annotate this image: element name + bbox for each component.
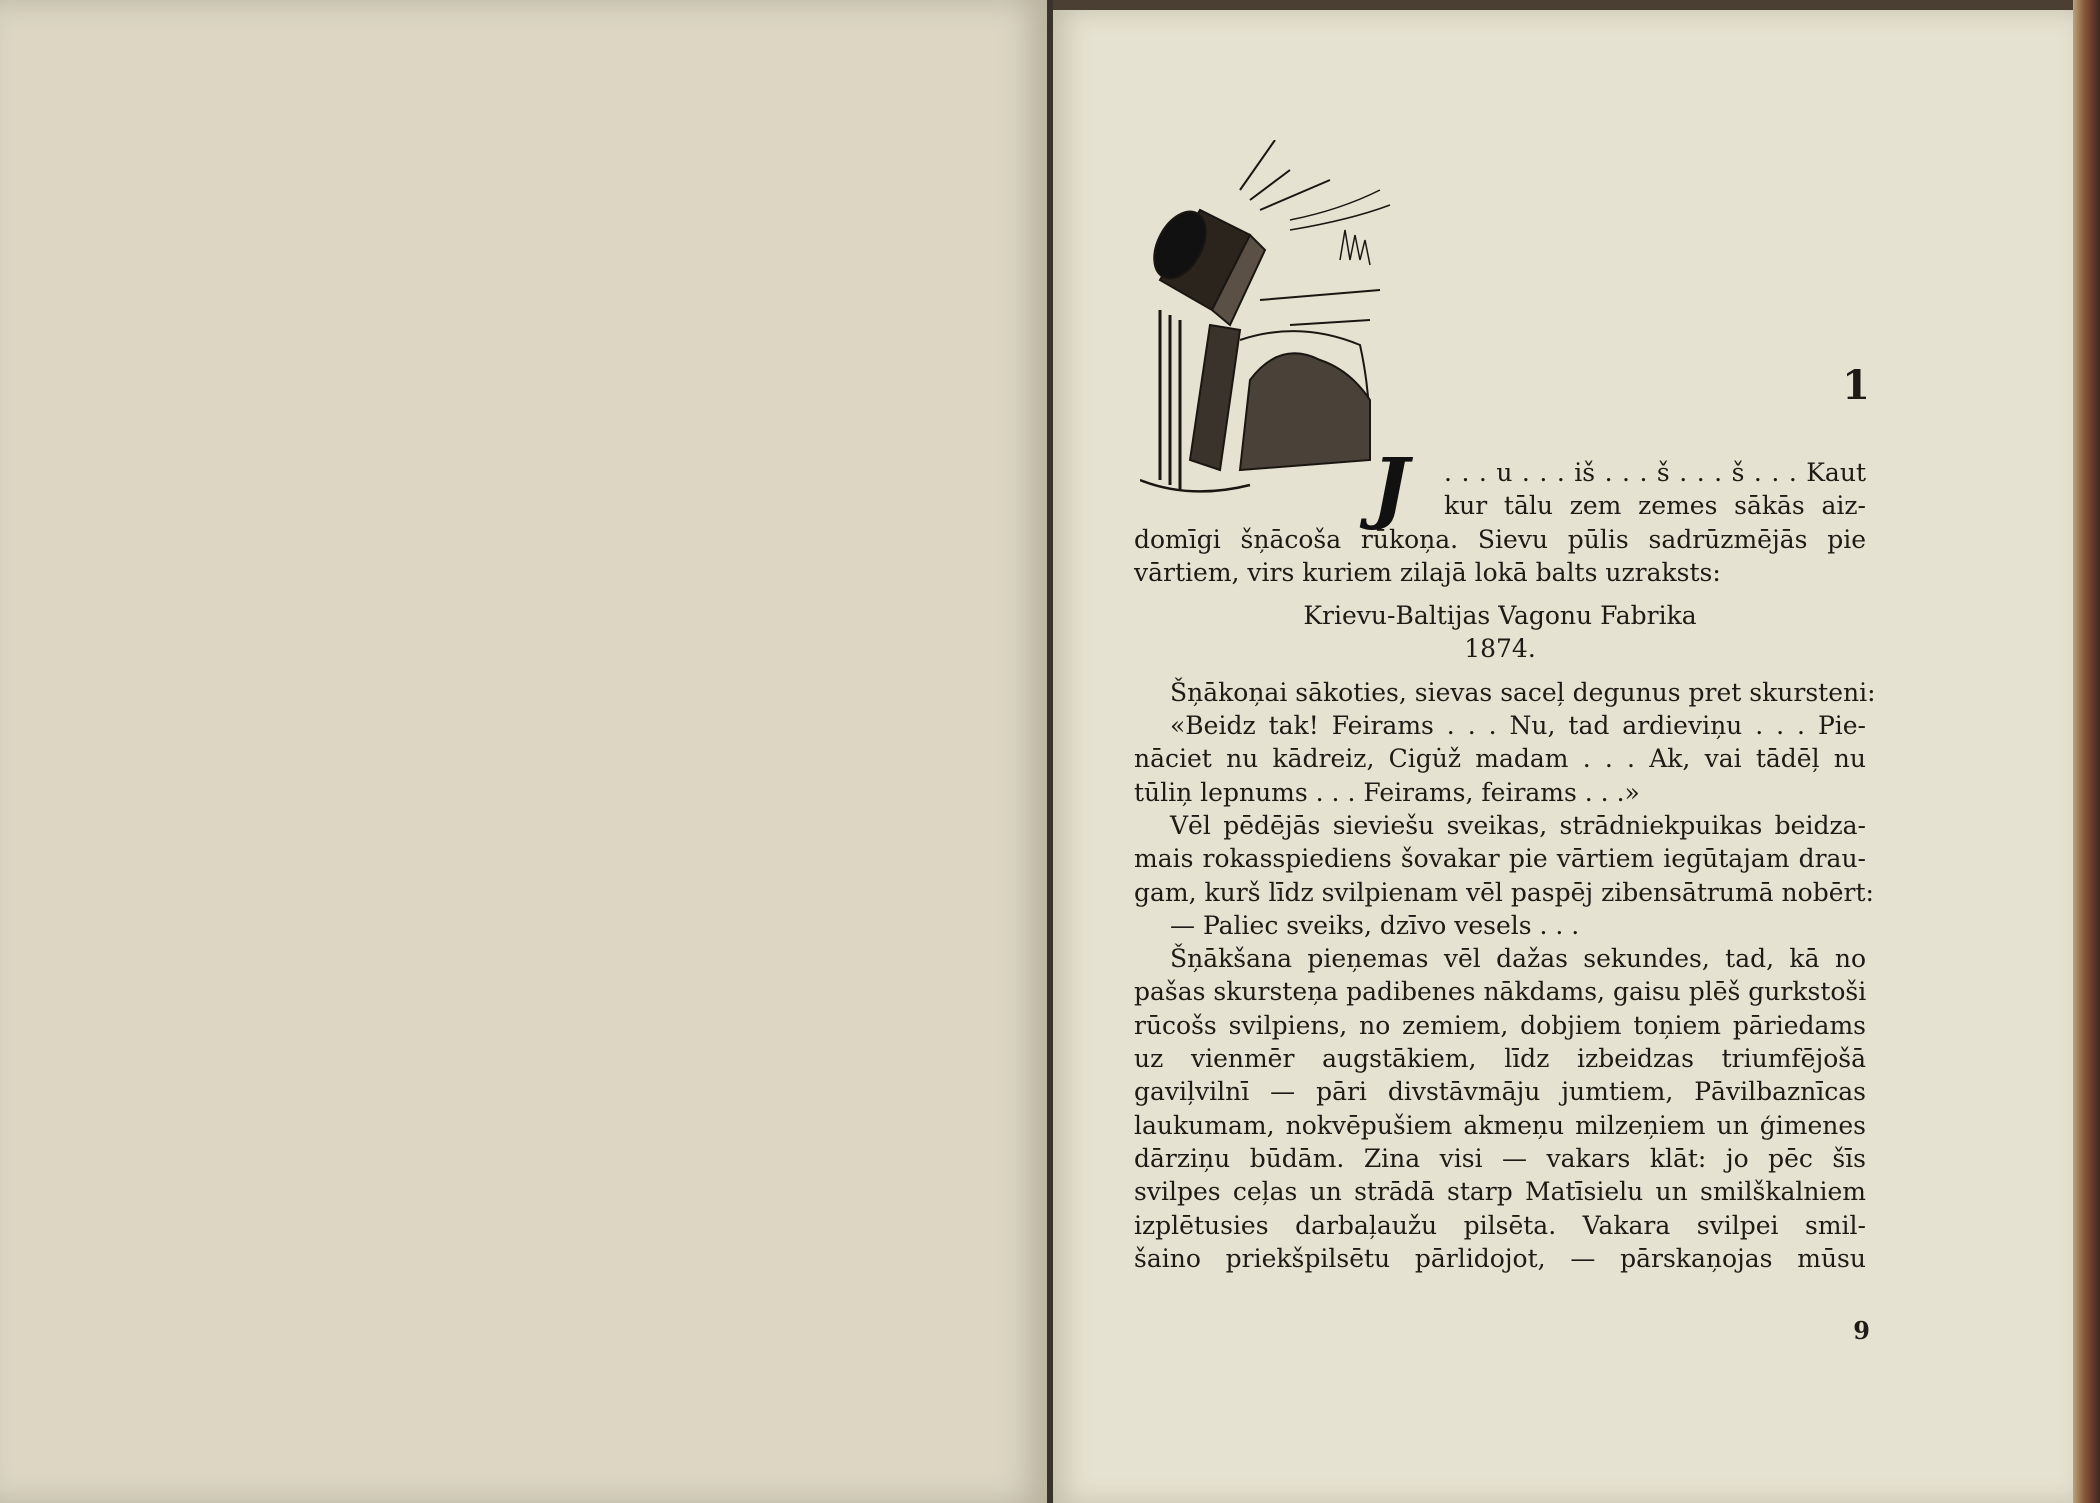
text-line: vārtiem, virs kuriem zilajā lokā balts uzraksts:: [1134, 557, 1721, 587]
sign-year: 1874.: [1464, 634, 1536, 664]
text-line: tūliņ lepnums . . . Feirams, feirams . . .»: [1134, 777, 1640, 807]
page-number: 9: [1853, 1316, 1870, 1345]
text-line: . . . u . . . iš . . . š . . . š . . . Kaut: [1444, 458, 1866, 487]
drop-cap: J: [1372, 442, 1409, 533]
text-line: izplētusies darbaļaužu pilsēta. Vakara svilpei smil-: [1134, 1210, 1866, 1240]
text-line: «Beidz tak! Feirams . . . Nu, tad ardieviņu . . . Pie-: [1170, 711, 1866, 741]
text-line: Šņākšana pieņemas vēl dažas sekundes, tad, kā no: [1170, 944, 1866, 974]
text-line: rūcošs svilpiens, no zemiem, dobjiem toņiem pāriedams: [1134, 1010, 1866, 1040]
chapter-text: [1134, 456, 1876, 1275]
sign-text: Krievu-Baltijas Vagonu Fabrika: [1303, 601, 1697, 631]
left-page-blank: [0, 0, 1047, 1503]
text-line: gam, kurš līdz svilpienam vēl paspēj zibensātrumā nobērt:: [1134, 877, 1874, 907]
text-line: domīgi šņācoša rūkoņa. Sievu pūlis sadrūzmējās pie: [1134, 524, 1866, 554]
text-line: laukumam, nokvēpušiem akmeņu milzeņiem un ģimenes: [1134, 1110, 1866, 1140]
text-line: šaino priekšpilsētu pārlidojot, — pārskaņojas mūsu: [1134, 1243, 1866, 1273]
text-line: Vēl pēdējās sieviešu sveikas, strādniekpuikas beidza-: [1170, 810, 1866, 840]
chapter-number: 1: [1842, 362, 1870, 409]
page-top-strip: [1053, 0, 2073, 10]
text-line: dārziņu būdām. Zina visi — vakars klāt: jo pēc šīs: [1134, 1143, 1866, 1173]
text-line: pašas skursteņa padibenes nākdams, gaisu plēš gurkstoši: [1134, 977, 1867, 1007]
text-line: svilpes ceļas un strādā starp Matīsielu un smilškalniem: [1134, 1177, 1866, 1207]
text-line: mais rokasspiediens šovakar pie vārtiem iegūtajam drau-: [1134, 844, 1866, 874]
text-line: gaviļvilnī — pāri divstāvmāju jumtiem, Pāvilbaznīcas: [1134, 1077, 1866, 1107]
text-line: nāciet nu kādreiz, Cigu̇ž madam . . . Ak, vai tādēļ nu: [1134, 744, 1866, 774]
text-line: uz vienmēr augstākiem, līdz izbeidzas triumfējošā: [1134, 1044, 1866, 1074]
text-line: — Paliec sveiks, dzīvo vesels . . .: [1170, 910, 1580, 940]
text-line: Šņākoņai sākoties, sievas saceļ degunus pret skursteni:: [1170, 677, 1876, 707]
book-edge: [2073, 0, 2100, 1503]
text-line: kur tālu zem zemes sākās aiz-: [1444, 491, 1866, 521]
